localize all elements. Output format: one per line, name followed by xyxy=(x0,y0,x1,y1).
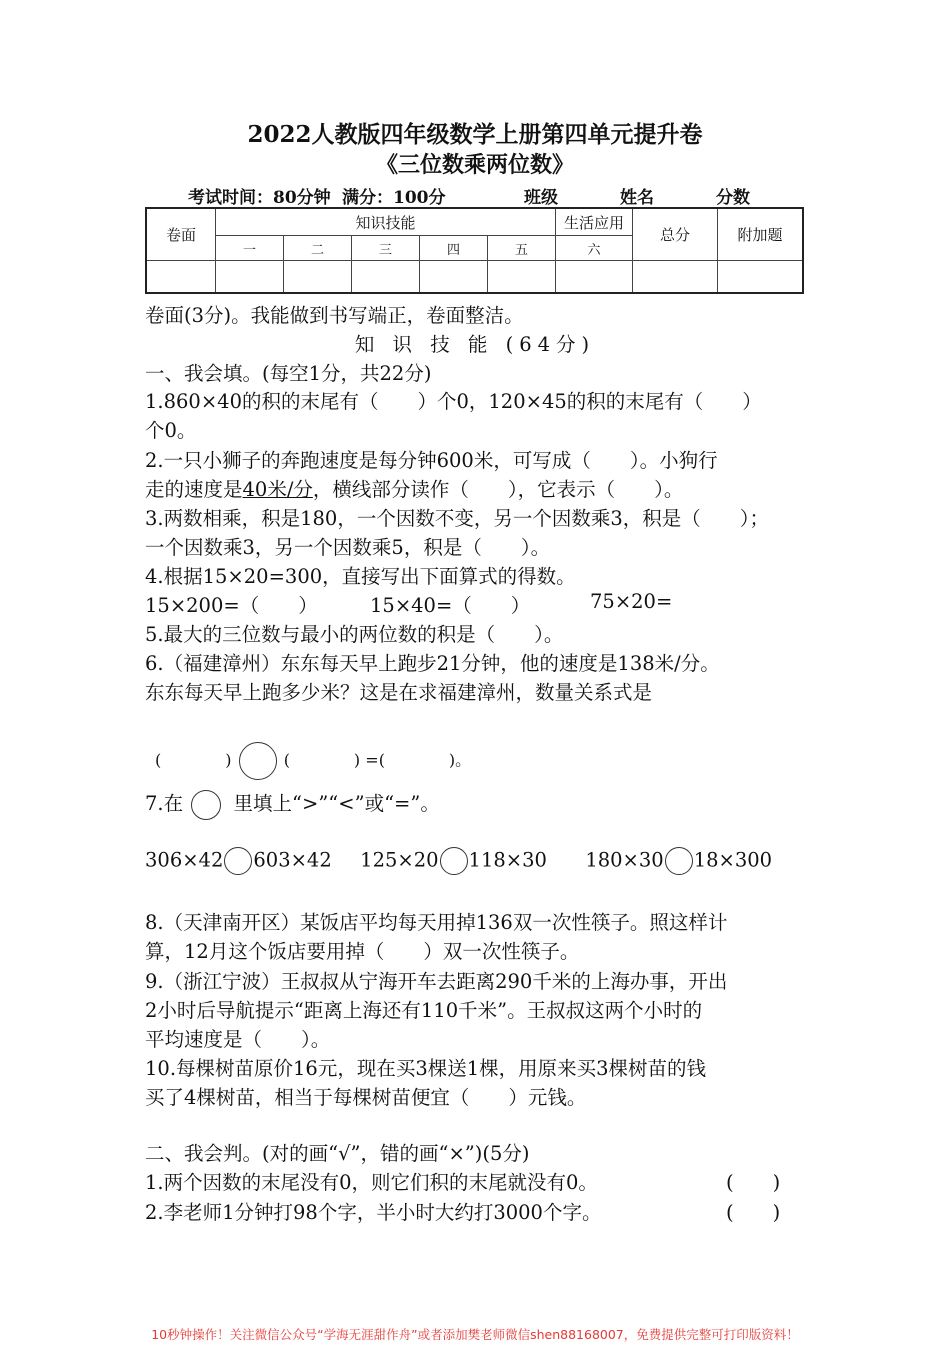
q7-post: 里填上“>”“<”或“=”。 xyxy=(233,792,440,815)
q2-post: ，横线部分读作（ ），它表示（ ）。 xyxy=(312,478,684,501)
q6-line2: 东东每天早上跑多少米？这是在求福建漳州，数量关系式是 xyxy=(145,681,653,704)
score-cell[interactable] xyxy=(718,261,804,294)
col-5: 五 xyxy=(488,236,556,261)
q4-expr-3: 75×20= xyxy=(590,590,673,613)
score-cell[interactable] xyxy=(556,261,633,294)
zhishi-header: 知识技能 xyxy=(216,208,556,236)
fujia-header: 附加题 xyxy=(718,208,804,261)
part1-title: 一、我会填。(每空1分，共22分) xyxy=(145,362,432,385)
footer-notice: 10秒钟操作！关注微信公众号“学海无涯甜作舟”或者添加樊老师微信shen88168007，免费提供完整可打印版资料！ xyxy=(151,1327,799,1342)
juanmian-header: 卷面 xyxy=(146,208,216,261)
q9-line2: 2小时后导航提示“距离上海还有110千米”。王叔叔这两个小时的 xyxy=(145,999,703,1022)
p2-q2: 2.李老师1分钟打98个字，半小时大约打3000个字。 xyxy=(145,1201,602,1224)
q5: 5.最大的三位数与最小的两位数的积是（ ）。 xyxy=(145,623,564,646)
q2-pre: 走的速度是 xyxy=(145,478,243,501)
score-cell[interactable] xyxy=(488,261,556,294)
q8-line1: 8.（天津南开区）某饭店平均每天用掉136双一次性筷子。照这样计 xyxy=(145,911,728,934)
q3-line2: 一个因数乘3，另一个因数乘5，积是（ ）。 xyxy=(145,536,551,559)
q6-blank-2: ( ) xyxy=(283,750,361,770)
q4-expr-1: 15×200=（ ） xyxy=(145,594,318,617)
exam-subtitle: 《三位数乘两位数》 xyxy=(375,152,574,178)
q7-a1: 306×42 xyxy=(145,848,224,872)
q6-formula xyxy=(155,742,471,780)
q2-line2 xyxy=(145,474,683,502)
col-3: 三 xyxy=(352,236,420,261)
p2-q1: 1.两个因数的末尾没有0，则它们积的末尾就没有0。 xyxy=(145,1171,598,1194)
score-cell[interactable] xyxy=(633,261,718,294)
q4-line1: 4.根据15×20=300，直接写出下面算式的得数。 xyxy=(145,565,576,588)
part2-title: 二、我会判。(对的画“√”，错的画“×”)(5分) xyxy=(145,1142,530,1165)
q7-exprs xyxy=(145,847,772,875)
q2-underlined: 40米/分 xyxy=(242,478,313,501)
q9-line3: 平均速度是（ ）。 xyxy=(145,1028,331,1051)
exam-title: 2022人教版四年级数学上册第四单元提升卷 xyxy=(247,121,703,148)
col-6: 六 xyxy=(556,236,633,261)
compare-circle[interactable] xyxy=(440,847,468,875)
zongfen-header: 总分 xyxy=(633,208,718,261)
p2-q1-answer[interactable]: ( ) xyxy=(726,1171,781,1194)
q6-blank-1: ( ) xyxy=(155,750,232,770)
col-4: 四 xyxy=(420,236,488,261)
col-1: 一 xyxy=(216,236,284,261)
q7-c2: 18×300 xyxy=(693,848,773,872)
col-2: 二 xyxy=(284,236,352,261)
juanmian-line: 卷面(3分)。我能做到书写端正，卷面整洁。 xyxy=(145,304,524,327)
p2-q2-answer[interactable]: ( ) xyxy=(726,1201,781,1224)
q7-title xyxy=(145,788,440,820)
q2-line1: 2.一只小狮子的奔跑速度是每分钟600米，可写成（ ）。小狗行 xyxy=(145,449,718,472)
q8-line2: 算，12月这个饭店要用掉（ ）双一次性筷子。 xyxy=(145,940,580,963)
q1-line1: 1.860×40的积的末尾有（ ）个0，120×45的积的末尾有（ ） xyxy=(145,390,762,413)
q6-line1: 6.（福建漳州）东东每天早上跑步21分钟，他的速度是138米/分。 xyxy=(145,652,720,675)
q7-pre: 7.在 xyxy=(145,792,184,815)
q9-line1: 9.（浙江宁波）王叔叔从宁海开车去距离290千米的上海办事，开出 xyxy=(145,970,728,993)
q6-blank-3: =( )。 xyxy=(365,750,472,770)
compare-circle[interactable] xyxy=(665,847,693,875)
shenghuo-header: 生活应用 xyxy=(556,208,633,236)
class-label: 班级 xyxy=(524,188,558,208)
compare-circle[interactable] xyxy=(224,847,252,875)
q10-line1: 10.每棵树苗原价16元，现在买3棵送1棵，用原来买3棵树苗的钱 xyxy=(145,1057,707,1080)
compare-circle-example xyxy=(191,790,221,820)
score-cell[interactable] xyxy=(216,261,284,294)
q10-line2: 买了4棵树苗，相当于每棵树苗便宜（ ）元钱。 xyxy=(145,1086,587,1109)
exam-time: 考试时间：80分钟 xyxy=(188,188,331,208)
q7-b2: 118×30 xyxy=(468,848,547,872)
section-title: 知 识 技 能 (64分) xyxy=(354,333,596,356)
full-score: 满分：100分 xyxy=(342,188,446,208)
score-table xyxy=(145,207,804,294)
q7-b1: 125×20 xyxy=(360,848,439,872)
q7-a2: 603×42 xyxy=(253,848,332,872)
operator-circle[interactable] xyxy=(239,742,277,780)
name-label: 姓名 xyxy=(620,188,654,208)
q4-expr-2: 15×40=（ ） xyxy=(370,594,531,617)
score-cell[interactable] xyxy=(146,261,216,294)
q3-line1: 3.两数相乘，积是180，一个因数不变，另一个因数乘3，积是（ ）； xyxy=(145,507,769,530)
score-cell[interactable] xyxy=(420,261,488,294)
score-label: 分数 xyxy=(716,188,750,208)
score-cell[interactable] xyxy=(284,261,352,294)
q7-c1: 180×30 xyxy=(585,848,664,872)
q1-line2: 个0。 xyxy=(145,419,197,442)
score-cell[interactable] xyxy=(352,261,420,294)
